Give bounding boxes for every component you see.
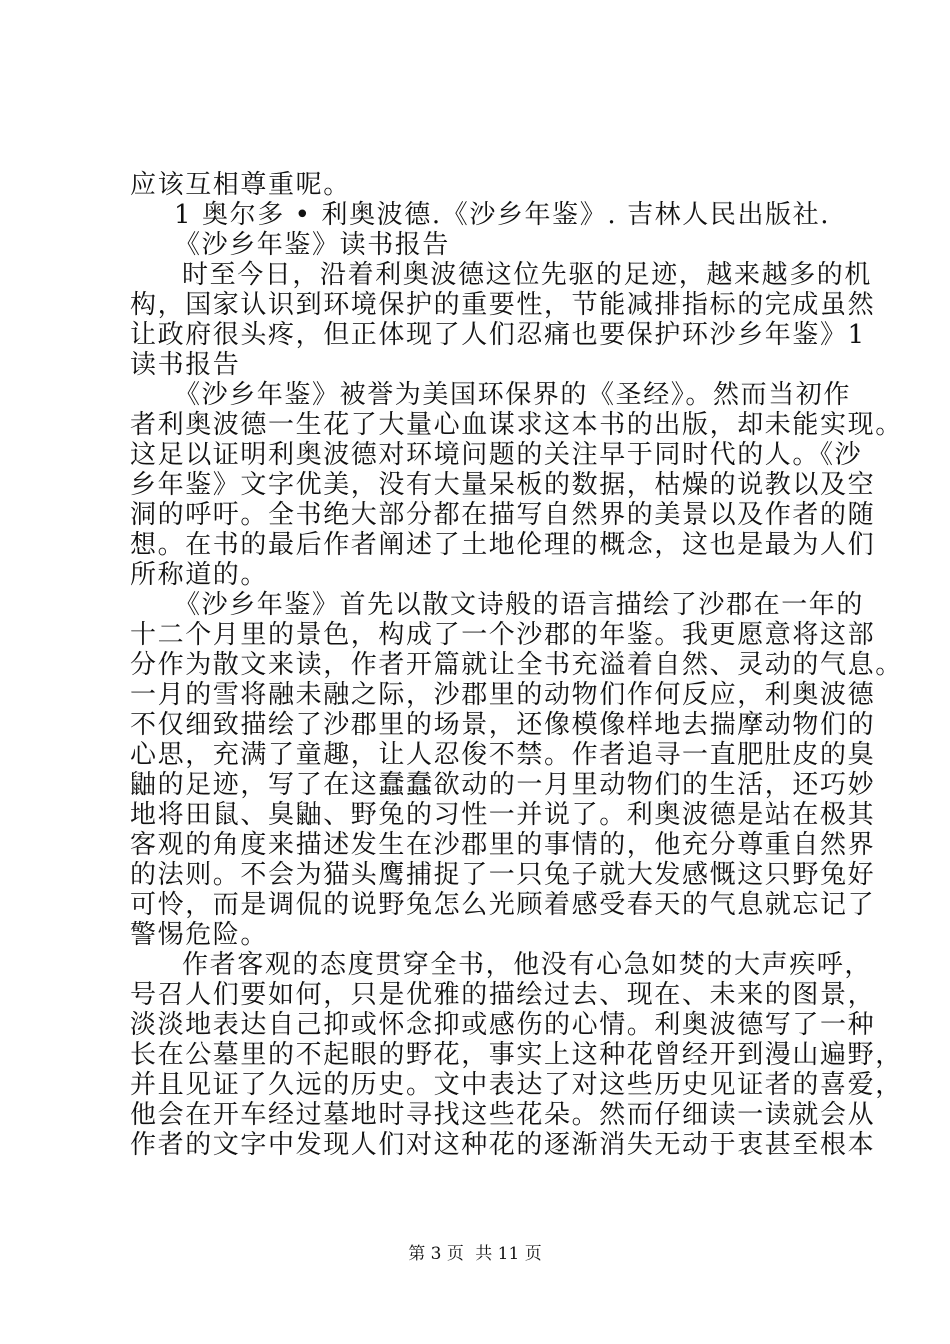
- section-heading: 《沙乡年鉴》读书报告: [174, 230, 451, 260]
- text-line: 并且见证了久远的历史。文中表达了对这些历史见证者的喜爱，: [130, 1070, 903, 1100]
- text-line: 作者客观的态度贯穿全书，他没有心急如焚的大声疾呼，: [182, 950, 873, 980]
- text-line: 想。在书的最后作者阐述了土地伦理的概念，这也是最为人们: [130, 530, 876, 560]
- text-line: 一月的雪将融未融之际，沙郡里的动物们作何反应，利奥波德: [130, 680, 876, 710]
- text-line: 者利奥波德一生花了大量心血谋求这本书的出版，却未能实现。: [130, 410, 903, 440]
- text-line: 可怜，而是调侃的说野兔怎么光顾着感受春天的气息就忘记了: [130, 890, 876, 920]
- text-line: 这足以证明利奥波德对环境问题的关注早于同时代的人。《沙: [130, 440, 863, 470]
- text-line: 警惕危险。: [130, 920, 269, 950]
- document-body: [130, 170, 903, 1160]
- text-line: 淡淡地表达自己抑或怀念抑或感伤的心情。利奥波德写了一种: [130, 1010, 876, 1040]
- text-line: 《沙乡年鉴》首先以散文诗般的语言描绘了沙郡在一年的: [174, 590, 865, 620]
- page-footer: [0, 1244, 950, 1264]
- text-line: 不仅细致描绘了沙郡里的场景，还像模像样地去揣摩动物们的: [130, 710, 876, 740]
- text-line: 让政府很头疼，但正体现了人们忍痛也要保护环沙乡年鉴》1: [130, 320, 866, 350]
- text-line: 地将田鼠、臭鼬、野兔的习性一并说了。利奥波德是站在极其: [130, 800, 876, 830]
- page-number: 第 3 页: [408, 1244, 464, 1264]
- text-line: 的法则。不会为猫头鹰捕捉了一只兔子就大发感慨这只野兔好: [130, 860, 876, 890]
- text-line: 心思，充满了童趣，让人忍俊不禁。作者追寻一直肥肚皮的臭: [130, 740, 876, 770]
- text-line: 鼬的足迹，写了在这蠢蠢欲动的一月里动物们的生活，还巧妙: [130, 770, 876, 800]
- text-line: 他会在开车经过墓地时寻找这些花朵。然而仔细读一读就会从: [130, 1100, 876, 1130]
- text-line: 号召人们要如何，只是优雅的描绘过去、现在、未来的图景，: [130, 980, 876, 1010]
- text-line: 作者的文字中发现人们对这种花的逐渐消失无动于衷甚至根本: [130, 1130, 876, 1160]
- footnote-line: 1 奥尔多 • 利奥波德.《沙乡年鉴》. 吉林人民出版社.: [174, 200, 831, 230]
- text-line: 构，国家认识到环境保护的重要性，节能减排指标的完成虽然: [130, 290, 876, 320]
- text-line: 长在公墓里的不起眼的野花，事实上这种花曾经开到漫山遍野，: [130, 1040, 903, 1070]
- text-line: 十二个月里的景色，构成了一个沙郡的年鉴。我更愿意将这部: [130, 620, 876, 650]
- text-line: 客观的角度来描述发生在沙郡里的事情的，他充分尊重自然界: [130, 830, 876, 860]
- text-line: 所称道的。: [130, 560, 269, 590]
- text-line: 读书报告: [130, 350, 241, 380]
- text-line: 乡年鉴》文字优美，没有大量呆板的数据，枯燥的说教以及空: [130, 470, 876, 500]
- text-line: 时至今日，沿着利奥波德这位先驱的足迹，越来越多的机: [182, 260, 873, 290]
- text-line: 应该互相尊重呢。: [130, 170, 351, 200]
- text-line: 洞的呼吁。全书绝大部分都在描写自然界的美景以及作者的随: [130, 500, 876, 530]
- text-line: 分作为散文来读，作者开篇就让全书充溢着自然、灵动的气息。: [130, 650, 903, 680]
- text-line: 《沙乡年鉴》被誉为美国环保界的《圣经》。然而当初作: [174, 380, 852, 410]
- page-total: 共 11 页: [475, 1244, 542, 1264]
